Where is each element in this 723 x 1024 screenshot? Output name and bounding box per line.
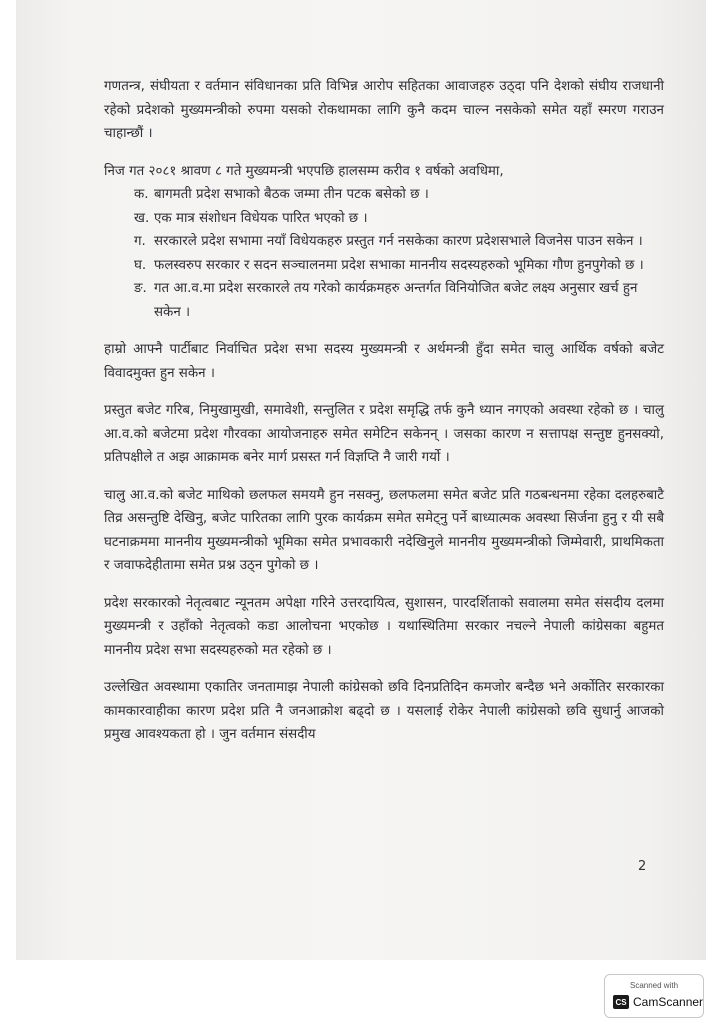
list-marker: ङ.: [134, 281, 147, 296]
paragraph-4: प्रस्तुत बजेट गरिब, निमुखामुखी, समावेशी, सन्तुलित र प्रदेश समृद्धि तर्फ कुनै ध्यान नगएको अवस्था रहेको छ । चालु आ.व.को बजेटमा प्रदेश गौरवका आयोजनाहरु समेत समेटिन सकेनन् । जसका कारण न सत्तापक्ष सन्तुष्ट हुनसक्यो, प्रतिपक्षीले त अझ आक्रामक बनेर मार्ग प्रसस्त गर्न विज्ञप्ति नै जारी गर्यो ।: [104, 403, 664, 465]
list-marker: ख.: [134, 210, 150, 226]
list-item: [134, 230, 664, 254]
camscanner-logo-icon: CS: [613, 995, 629, 1009]
page-number: 2: [638, 859, 647, 874]
list-item: [134, 183, 664, 207]
paragraph-3: हाम्रो आफ्नै पार्टीबाट निर्वाचित प्रदेश सभा सदस्य मुख्यमन्त्री र अर्थमन्त्री हुँदा समेत चालु आर्थिक वर्षको बजेट विवादमुक्त हुन सकेन ।: [104, 342, 664, 381]
paragraph-2-intro: निज गत २०८१ श्रावण ८ गते मुख्यमन्त्री भएपछि हालसम्म करीव १ वर्षको अवधिमा,: [104, 163, 504, 179]
list-marker: क.: [134, 187, 149, 202]
document-body: [104, 75, 664, 761]
list-item: [134, 277, 664, 324]
list-marker: ग.: [134, 234, 146, 249]
list-item-text: सरकारले प्रदेश सभामा नयाँ विधेयकहरु प्रस्तुत गर्न नसकेका कारण प्रदेशसभाले विजनेस पाउन सकेन ।: [154, 234, 643, 249]
document-page: [16, 0, 706, 960]
camscanner-watermark: [604, 974, 704, 1018]
list-marker: घ.: [134, 257, 147, 273]
paragraph-7: उल्लेखित अवस्थामा एकातिर जनतामाझ नेपाली कांग्रेसको छवि दिनप्रतिदिन कमजोर बन्दैछ भने अर्कोतिर सरकारका कामकारवाहीका कारण प्रदेश प्रति नै जनआक्रोश बढ्दो छ । यसलाई रोकेर नेपाली कांग्रेसको छवि सुधार्नु आजको प्रमुख आवश्यकता हो । जुन वर्तमान संसदीय: [104, 680, 664, 742]
paragraph-5: चालु आ.व.को बजेट माथिको छलफल समयमै हुन नसक्नु, छलफलमा समेत बजेट प्रति गठबन्धनमा रहेका दलहरुबाटै तिव्र असन्तुष्टि देखिनु, बजेट पारितका लागि पुरक कार्यक्रम समेत समेट्नु पर्ने बाध्यात्मक अवस्था सिर्जना हुनु र यी सबै घटनाक्रममा माननीय मुख्यमन्त्रीको भूमिका समेत प्रभावकारी नदेखिनुले माननीय मुख्यमन्त्रीको जिम्मेवारी, प्राथमिकता र जवाफदेहीतामा समेत प्रश्न उठ्न पुगेको छ ।: [104, 487, 664, 573]
paragraph-6: प्रदेश सरकारको नेतृत्वबाट न्यूनतम अपेक्षा गरिने उत्तरदायित्व, सुशासन, पारदर्शिताको सवालमा समेत संसदीय दलमा मुख्यमन्त्री र उहाँको नेतृत्वको कडा आलोचना भएकोछ । यथास्थितिमा सरकार नचल्ने नेपाली कांग्रेसका बहुमत माननीय प्रदेश सभा सदस्यहरुको मत रहेको छ ।: [104, 595, 664, 658]
watermark-brand: [613, 995, 703, 1009]
list-item: [134, 254, 664, 278]
numbered-list: [104, 183, 664, 324]
list-item-text: एक मात्र संशोधन विधेयक पारित भएको छ ।: [154, 210, 368, 226]
watermark-caption: Scanned with: [629, 981, 679, 990]
list-item: [134, 207, 664, 231]
list-item-text: फलस्वरुप सरकार र सदन सञ्चालनमा प्रदेश सभाका माननीय सदस्यहरुको भूमिका गौण हुनपुगेको छ ।: [154, 257, 644, 273]
paragraph-1: गणतन्त्र, संघीयता र वर्तमान संविधानका प्रति विभिन्न आरोप सहितका आवाजहरु उठ्दा पनि देशको संघीय राजधानी रहेको प्रदेशको मुख्यमन्त्रीको रुपमा यसको रोकथामका लागि कुनै कदम चाल्न नसकेको समेत यहाँ स्मरण गराउन चाहान्छौं ।: [104, 79, 664, 141]
list-item-text: बागमती प्रदेश सभाको बैठक जम्मा तीन पटक बसेको छ ।: [154, 187, 429, 202]
list-item-text: गत आ.व.मा प्रदेश सरकारले तय गरेको कार्यक्रमहरु अन्तर्गत विनियोजित बजेट लक्ष्य अनुसार खर्च हुन सकेन ।: [154, 281, 638, 320]
watermark-brand-name: CamScanner: [633, 995, 704, 1009]
